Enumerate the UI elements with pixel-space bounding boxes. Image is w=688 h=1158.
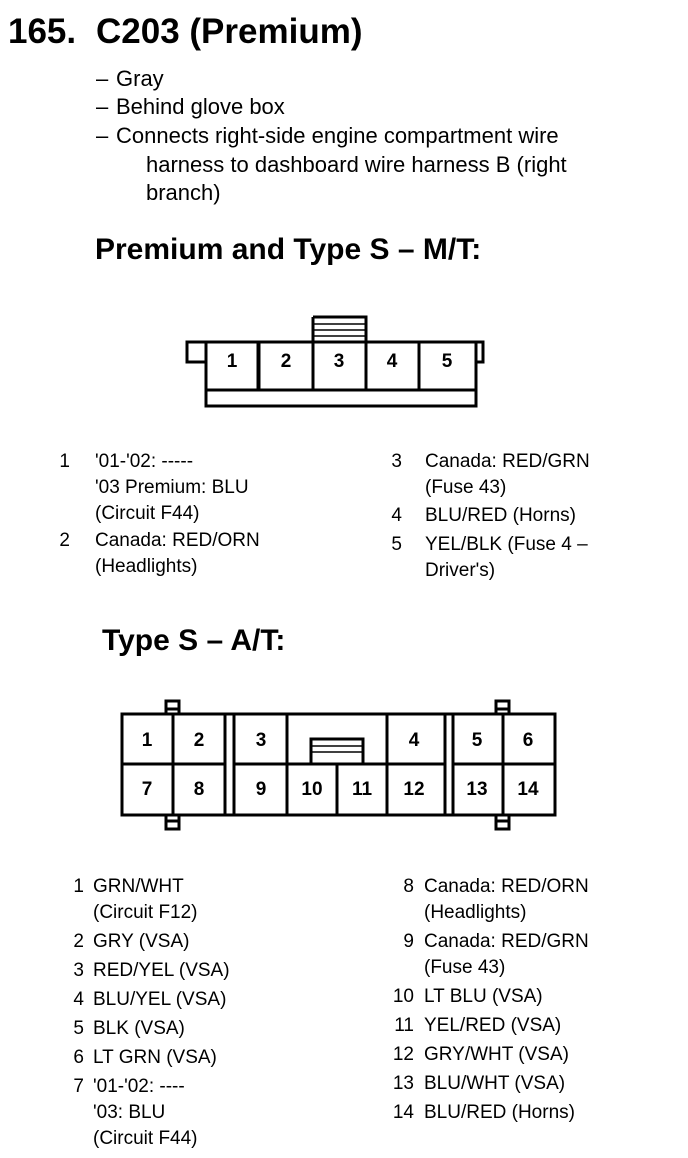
cavity-number: 3 [255,730,267,751]
pin-number: 1 [73,876,84,897]
cavity-number: 4 [386,351,398,372]
pin-description: BLU/YEL (VSA) [93,989,227,1010]
pin-number: 4 [391,505,402,526]
pin-number: 2 [73,931,84,952]
cavity-number: 2 [193,730,205,751]
pin-number: 13 [392,1073,414,1094]
description-continuation: branch) [146,180,221,205]
description-item: – Gray [96,66,164,91]
cavity-number: 1 [226,351,238,372]
description-item: – Connects right-side engine compartment wire [96,123,559,148]
section-heading-at: Type S – A/T: [102,624,286,657]
pin-description: '01-'02: ----- '03 Premium: BLU (Circuit F44) [95,451,249,524]
description-item: – Behind glove box [96,94,285,119]
cavity-number: 5 [441,351,453,372]
cavity-number: 3 [333,351,345,372]
pin-number: 6 [73,1047,84,1068]
pin-description: '01-'02: ---- '03: BLU (Circuit F44) [93,1076,198,1149]
pin-description: Canada: RED/GRN (Fuse 43) [424,931,589,978]
connector-diagram-at [115,695,565,835]
pin-description: RED/YEL (VSA) [93,960,230,981]
cavity-number: 1 [141,730,153,751]
pin-number: 3 [391,451,402,472]
pin-description: Canada: RED/GRN (Fuse 43) [425,451,590,498]
connector-number: 165. [8,12,77,51]
cavity-number: 13 [466,779,488,800]
pin-number: 1 [59,451,70,472]
cavity-number: 12 [403,779,425,800]
pin-description: YEL/BLK (Fuse 4 – Driver's) [425,534,588,581]
pin-number: 4 [73,989,84,1010]
pin-number: 5 [73,1018,84,1039]
pin-number: 3 [73,960,84,981]
cavity-number: 11 [351,779,373,800]
pin-description: GRY/WHT (VSA) [424,1044,569,1065]
cavity-number: 2 [280,351,292,372]
pin-description: BLK (VSA) [93,1018,185,1039]
page-title [8,12,362,52]
pin-number: 8 [403,876,414,897]
pin-number: 9 [403,931,414,952]
section-heading-mt: Premium and Type S – M/T: [95,233,482,266]
connector-title: C203 (Premium) [96,12,363,51]
pin-description: BLU/WHT (VSA) [424,1073,566,1094]
pin-description: GRY (VSA) [93,931,190,952]
pin-description: GRN/WHT (Circuit F12) [93,876,198,923]
cavity-number: 6 [522,730,534,751]
pin-description: BLU/RED (Horns) [424,1102,575,1123]
pin-description: Canada: RED/ORN (Headlights) [95,530,260,577]
cavity-number: 10 [301,779,323,800]
description-continuation: harness to dashboard wire harness B (right [146,152,567,177]
pin-description: LT BLU (VSA) [424,986,543,1007]
pin-number: 12 [392,1044,414,1065]
pin-number: 7 [73,1076,84,1097]
pin-number: 11 [394,1015,414,1036]
pin-number: 10 [392,986,414,1007]
pin-number: 14 [392,1102,414,1123]
pin-number: 2 [59,530,70,551]
pin-description: YEL/RED (VSA) [424,1015,562,1036]
cavity-number: 7 [141,779,153,800]
cavity-number: 9 [255,779,267,800]
cavity-number: 14 [517,779,539,800]
cavity-number: 8 [193,779,205,800]
connector-diagram-mt [180,310,496,410]
cavity-number: 5 [471,730,483,751]
pin-number: 5 [391,534,402,555]
pin-description: BLU/RED (Horns) [425,505,576,526]
cavity-number: 4 [408,730,420,751]
pin-description: LT GRN (VSA) [93,1047,217,1068]
pin-description: Canada: RED/ORN (Headlights) [424,876,589,923]
